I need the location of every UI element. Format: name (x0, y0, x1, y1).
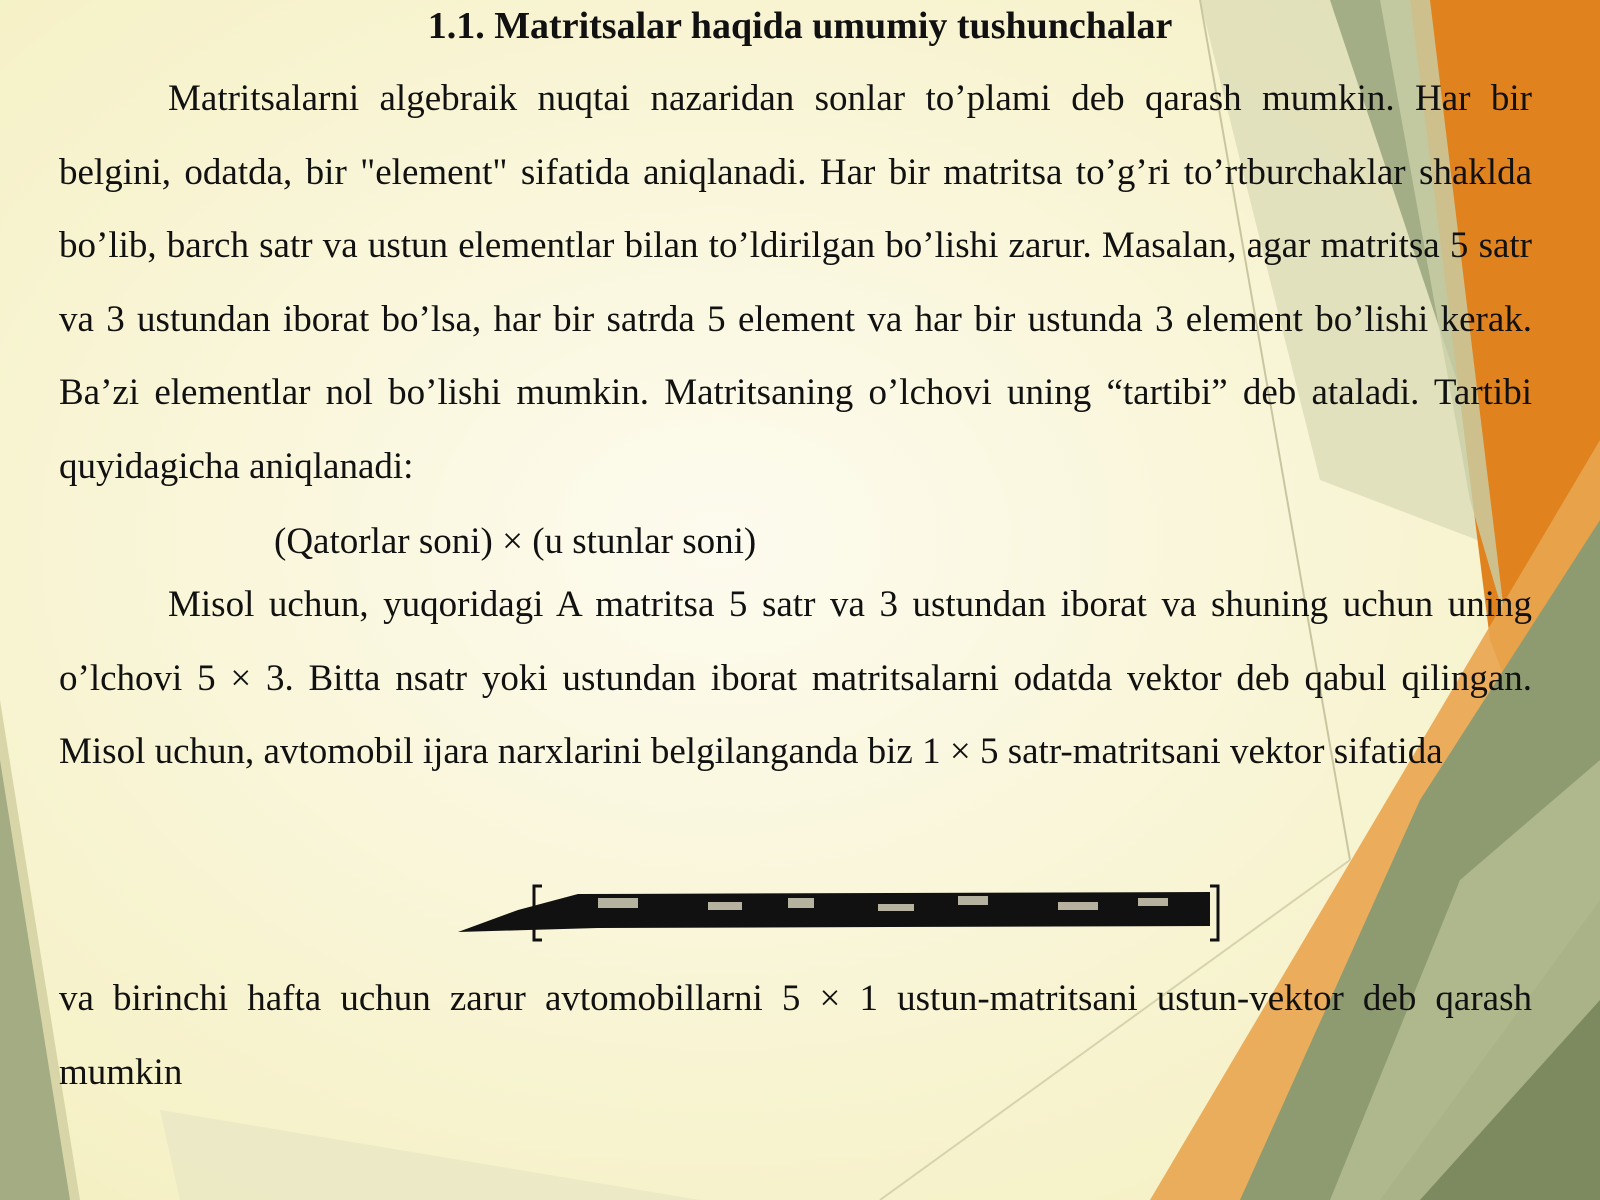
section-heading: 1.1. Matritsalar haqida umumiy tushunchalar (427, 5, 1173, 47)
row-vector-formula-image (458, 880, 1244, 946)
paragraph-example: Misol uchun, yuqoridagi A matritsa 5 satr va 3 ustundan iborat va shuning uchun uning o’lchovi 5 × 3. Bitta nsatr yoki ustundan iborat matritsalarni odatda vektor deb qabul qilingan. Misol uchun, avtomobil ijara narxlarini belgilanganda biz 1 × 5 satr-matritsani vektor sifatida (59, 584, 1532, 772)
paragraph-column-vector: va birinchi hafta uchun zarur avtomobillarni 5 × 1 ustun-matritsani ustun-vektor deb qarash mumkin (59, 978, 1532, 1093)
paragraph-definition: Matritsalarni algebraik nuqtai nazaridan sonlar to’plami deb qarash mumkin. Har bir belgini, odatda, bir "element" sifatida aniqlanadi. Har bir matritsa to’g’ri to’rtburchaklar shakldа bo’lib, barch satr va ustun elementlar bilan to’ldirilgan bo’lishi zarur. Masalan, agar matritsa 5 satr va 3 ustundan iborat bo’lsa, har bir satrda 5 element va har bir ustunda 3 element bo’lishi kerak. Ba’zi elementlar nol bo’lishi mumkin. Matritsaning o’lchovi uning “tartibi” deb ataladi. Tartibi quyidagicha aniqlanadi: (59, 78, 1532, 487)
order-formula: (Qatorlar soni) × (u stunlar soni) (274, 521, 757, 562)
